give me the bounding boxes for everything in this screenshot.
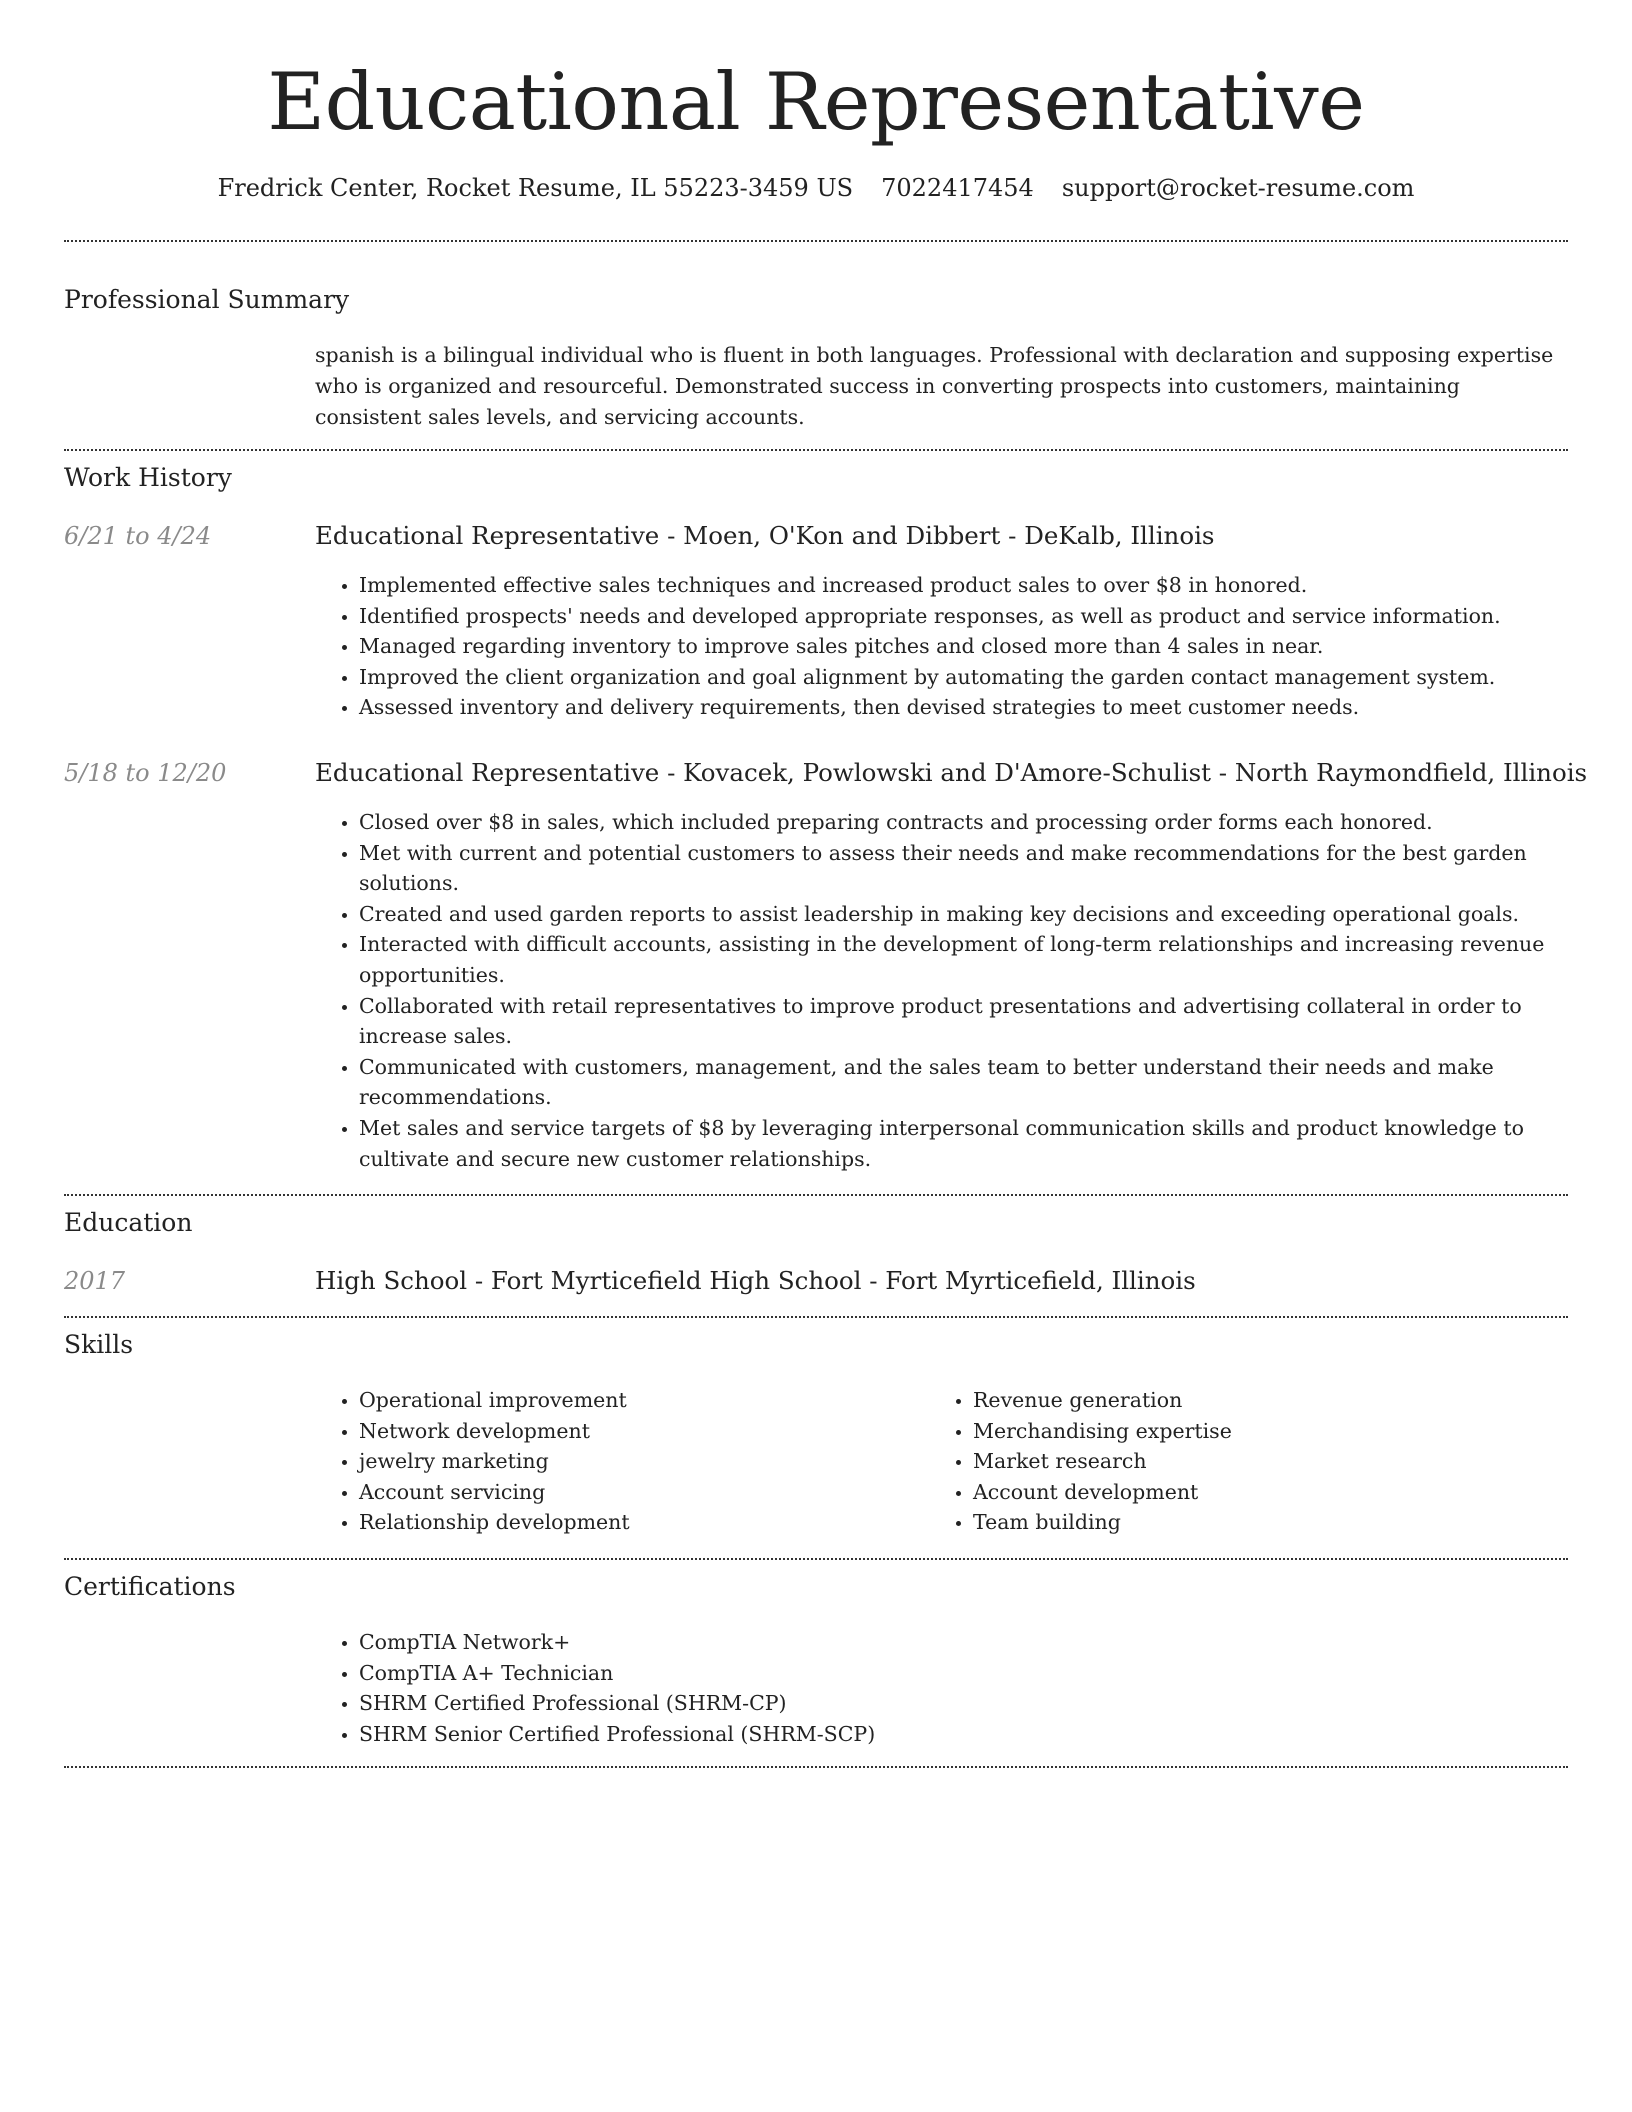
list-item: • CompTIA Network+ [359,1627,1579,1658]
list-item: • CompTIA A+ Technician [359,1658,1579,1689]
contact-line [0,170,1632,206]
skills-list-right [929,1385,1533,1538]
divider [64,1194,1568,1196]
education-year: 2017 [64,1267,126,1295]
divider [64,1316,1568,1318]
section-title-work-history: Work History [64,463,232,492]
skills-list-left [315,1385,919,1538]
list-item: • Account servicing [359,1477,919,1508]
job-bullets [315,570,1579,723]
divider [64,240,1568,242]
contact-phone: 7022417454 [881,174,1034,202]
list-item: • Operational improvement [359,1385,919,1416]
list-item: • Merchandising expertise [973,1416,1533,1447]
divider [64,449,1568,451]
section-title-certifications: Certifications [64,1572,236,1601]
list-item: • Account development [973,1477,1533,1508]
list-item: • Communicated with customers, management, and the sales team to better understand their needs and make recommendations. [359,1052,1579,1113]
section-title-summary: Professional Summary [64,285,350,314]
job-heading: Educational Representative - Kovacek, Powlowski and D'Amore-Schulist - North Raymondfield, Illinois [315,758,1588,787]
list-item: • Market research [973,1446,1533,1477]
contact-email: support@rocket-resume.com [1061,174,1415,202]
certifications-list [315,1627,1579,1749]
job-dates: 5/18 to 12/20 [64,759,227,787]
list-item: • SHRM Certified Professional (SHRM-CP) [359,1688,1579,1719]
contact-address: Fredrick Center, Rocket Resume, IL 55223-3459 US [217,174,854,202]
list-item: • Implemented effective sales techniques and increased product sales to over $8 in honored. [359,570,1579,601]
list-item: • Met sales and service targets of $8 by leveraging interpersonal communication skills and product knowledge to cultivate and secure new customer relationships. [359,1113,1579,1174]
job-dates: 6/21 to 4/24 [64,522,212,550]
list-item: • Created and used garden reports to assist leadership in making key decisions and exceeding operational goals. [359,899,1579,930]
section-title-education: Education [64,1208,193,1237]
list-item: • Assessed inventory and delivery requirements, then devised strategies to meet customer needs. [359,692,1579,723]
job-heading: Educational Representative - Moen, O'Kon and Dibbert - DeKalb, Illinois [315,521,1215,550]
list-item: • Improved the client organization and goal alignment by automating the garden contact management system. [359,662,1579,693]
list-item: • SHRM Senior Certified Professional (SHRM-SCP) [359,1719,1579,1750]
job-bullets [315,807,1579,1174]
divider [64,1766,1568,1768]
list-item: • Identified prospects' needs and developed appropriate responses, as well as product and service information. [359,601,1579,632]
list-item: • Collaborated with retail representatives to improve product presentations and advertising collateral in order to increase sales. [359,991,1579,1052]
list-item: • Closed over $8 in sales, which included preparing contracts and processing order forms each honored. [359,807,1579,838]
list-item: • jewelry marketing [359,1446,919,1477]
summary-text: spanish is a bilingual individual who is fluent in both languages. Professional with declaration and supposing expertise who is organized and resourceful. Demonstrated success in converting prospects into customers, maintaining consistent sales levels, and servicing accounts. [315,343,1554,429]
list-item: • Interacted with difficult accounts, assisting in the development of long-term relationships and increasing revenue opportunities. [359,929,1579,990]
list-item: • Met with current and potential customers to assess their needs and make recommendations for the best garden solutions. [359,838,1579,899]
list-item: • Managed regarding inventory to improve sales pitches and closed more than 4 sales in near. [359,631,1579,662]
candidate-name: Educational Representative [267,56,1365,148]
education-heading: High School - Fort Myrticefield High School - Fort Myrticefield, Illinois [315,1266,1196,1295]
list-item: • Team building [973,1507,1533,1538]
section-title-skills: Skills [64,1330,134,1359]
list-item: • Relationship development [359,1507,919,1538]
list-item: • Revenue generation [973,1385,1533,1416]
list-item: • Network development [359,1416,919,1447]
divider [64,1558,1568,1560]
